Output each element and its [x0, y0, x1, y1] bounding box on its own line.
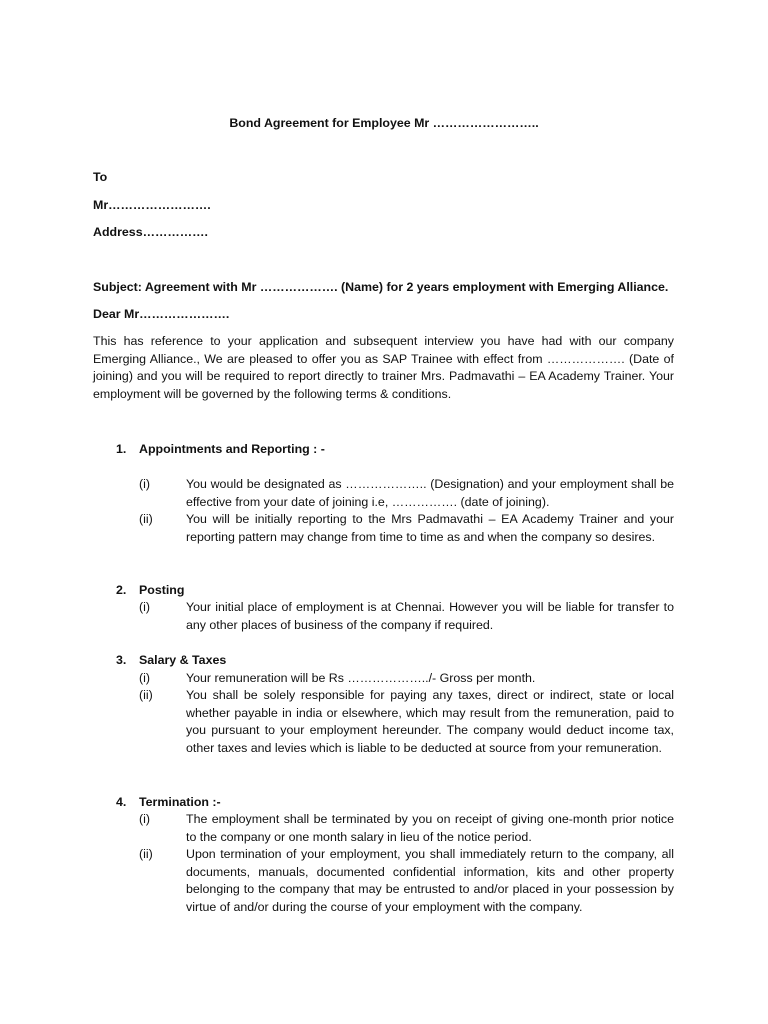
item-marker: (i)	[139, 671, 151, 685]
recipient-name: Mr…………………….	[93, 198, 211, 212]
item-text: You will be initially reporting to the Mrs Padmavathi – EA Academy Trainer and your reporting pattern may change from time to time as and when the company so desires.	[186, 512, 674, 544]
item-marker: (i)	[139, 812, 151, 826]
section-title: Appointments and Reporting : -	[139, 442, 325, 456]
item-text: You would be designated as ……………….. (Designation) and your employment shall be effective from your date of joining i.e, ……………. (date of joining).	[186, 477, 674, 509]
intro-paragraph: This has reference to your application and subsequent interview you have had with our company Emerging Alliance., We are pleased to offer you as SAP Trainee with effect from ………………. (Date of joining) and you will be required to report directly to trainer Mrs. Padmavathi – EA Academy Trainer. Your employment will be governed by the following terms & conditions.	[93, 334, 674, 401]
item-marker: (ii)	[139, 512, 153, 526]
document-title: Bond Agreement for Employee Mr ……………………..	[229, 116, 539, 130]
recipient-address: Address…………….	[93, 225, 208, 239]
item-marker: (i)	[139, 477, 151, 491]
item-marker: (ii)	[139, 847, 153, 861]
item-text: Upon termination of your employment, you shall immediately return to the company, all documents, manuals, documented confidential information, kits and other property belonging to the company that may be entrusted to and/or placed in your possession by virtue of and/or during the course of your employment with the company.	[186, 847, 674, 914]
section-title: Posting	[139, 583, 185, 597]
item-marker: (i)	[139, 600, 151, 614]
item-text: The employment shall be terminated by you on receipt of giving one-month prior notice to the company or one month salary in lieu of the notice period.	[186, 812, 674, 844]
section-number: 1.	[116, 442, 127, 456]
section-number: 4.	[116, 795, 127, 809]
item-text: You shall be solely responsible for paying any taxes, direct or indirect, state or local whether payable in india or elsewhere, which may result from the remuneration, paid to you pursuant to your employment hereunder. The company would deduct income tax, other taxes and levies which is liable to be deducted at source from your remuneration.	[186, 688, 674, 755]
section-title: Salary & Taxes	[139, 653, 227, 667]
item-text: Your initial place of employment is at Chennai. However you will be liable for transfer to any other places of business of the company if required.	[186, 600, 674, 632]
item-text: Your remuneration will be Rs ………………../- Gross per month.	[186, 671, 536, 685]
section-number: 2.	[116, 583, 127, 597]
subject-line: Subject: Agreement with Mr ………………. (Name) for 2 years employment with Emerging Alliance.	[93, 280, 669, 294]
to-label: To	[93, 170, 108, 184]
section-title: Termination :-	[139, 795, 221, 809]
salutation: Dear Mr………………….	[93, 307, 230, 321]
item-marker: (ii)	[139, 688, 153, 702]
section-number: 3.	[116, 653, 127, 667]
